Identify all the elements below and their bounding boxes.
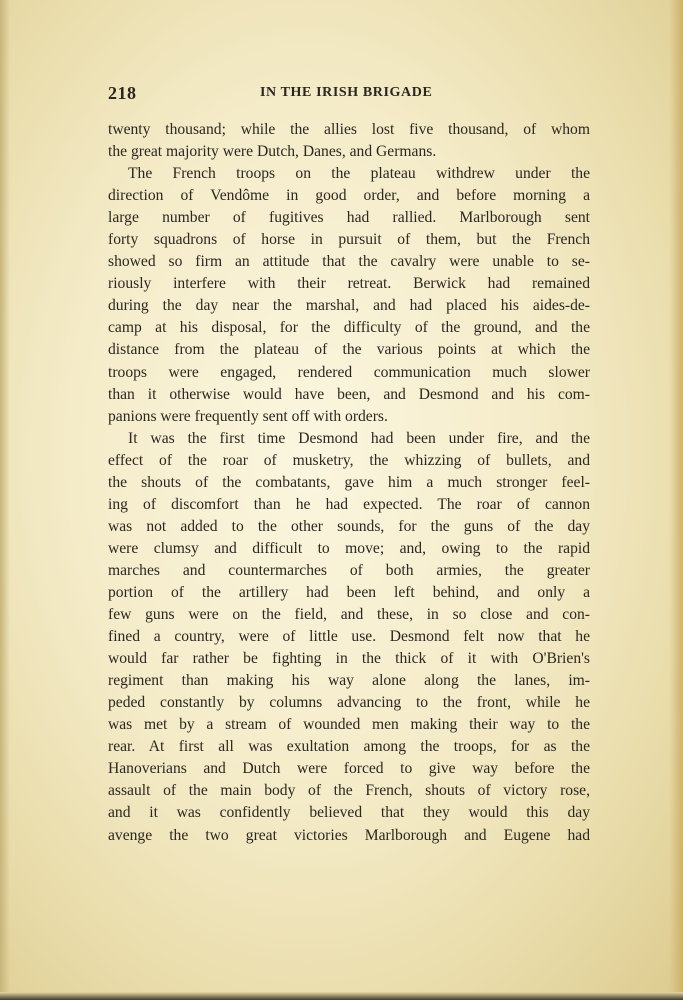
text-line: troops were engaged, rendered communication much slower [108,363,590,381]
text-line: large number of fugitives had rallied. Marlborough sent [108,209,590,227]
text-line: were clumsy and difficult to move; and, owing to the rapid [108,539,590,557]
text-line: than it otherwise would have been, and Desmond and his com- [108,385,590,403]
text-line: showed so firm an attitude that the cavalry were unable to se- [108,253,590,271]
text-line: the great majority were Dutch, Danes, and Germans. [108,143,437,161]
text-line: panions were frequently sent off with orders. [108,407,388,425]
text-line: portion of the artillery had been left behind, and only a [108,583,590,601]
text-line: peded constantly by columns advancing to the front, while he [108,694,590,712]
text-line: was not added to the other sounds, for the guns of the day [108,517,590,535]
text-line: riously interfere with their retreat. Berwick had remained [108,275,590,293]
text-line: twenty thousand; while the allies lost five thousand, of whom [108,121,590,138]
text-line: during the day near the marshal, and had placed his aides-de- [108,297,590,315]
page-bottom-edge [0,992,683,1000]
text-line: marches and countermarches of both armies, the greater [108,561,590,579]
paragraph [108,428,590,847]
page-left-edge-shadow [0,0,10,1000]
text-line: was met by a stream of wounded men making their way to the [108,716,590,734]
page-right-edge-shadow [669,0,683,1000]
paragraph [108,163,590,428]
text-line: It was the first time Desmond had been under fire, and the [128,429,590,447]
text-line: the shouts of the combatants, gave him a much stronger feel- [108,473,590,491]
page-header [108,83,590,105]
text-line: The French troops on the plateau withdrew under the [128,165,590,183]
text-line: Hanoverians and Dutch were forced to give way before the [108,760,590,778]
text-line: direction of Vendôme in good order, and before morning a [108,187,590,205]
text-line: few guns were on the field, and these, in so close and con- [108,606,590,624]
text-line: would far rather be fighting in the thick of it with O'Brien's [108,650,590,668]
running-title: IN THE IRISH BRIGADE [260,85,433,100]
text-line: camp at his disposal, for the difficulty of the ground, and the [108,319,590,337]
text-line: and it was confidently believed that they would this day [108,804,590,822]
text-line: regiment than making his way alone along the lanes, im- [108,672,590,690]
body-text [108,119,590,847]
text-line: effect of the roar of musketry, the whizzing of bullets, and [108,451,590,469]
text-line: distance from the plateau of the various points at which the [108,341,590,359]
text-line: ing of discomfort than he had expected. The roar of cannon [108,495,590,513]
text-line: avenge the two great victories Marlborough and Eugene had [108,826,590,844]
text-line: rear. At first all was exultation among the troops, for as the [108,738,590,756]
text-line: assault of the main body of the French, shouts of victory rose, [108,782,590,800]
text-line: fined a country, were of little use. Desmond felt now that he [108,628,590,646]
text-line: forty squadrons of horse in pursuit of them, but the French [108,231,590,249]
page-number: 218 [108,83,137,103]
paragraph [108,119,590,163]
